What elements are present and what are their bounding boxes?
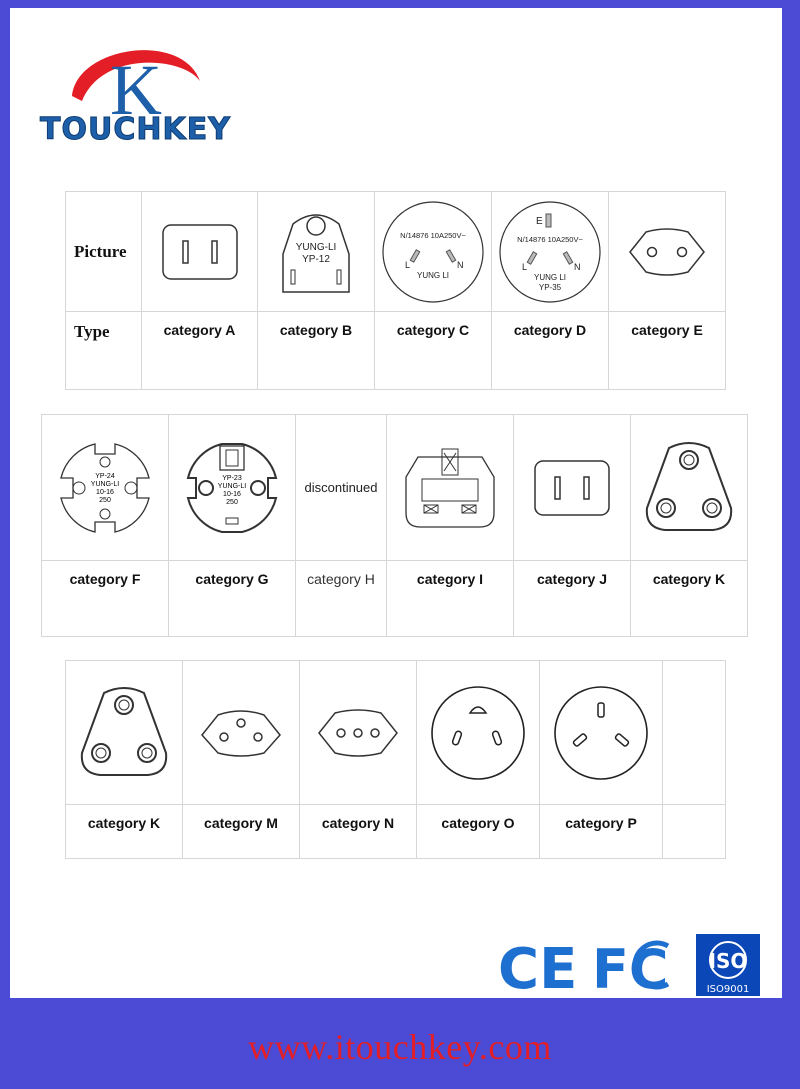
category-label: category N [300, 805, 417, 859]
svg-text:YP-35: YP-35 [538, 282, 562, 292]
category-label: category P [540, 805, 663, 859]
svg-text:YP-12: YP-12 [302, 253, 330, 265]
plug-table-3 [65, 660, 726, 859]
svg-text:YUNG LI: YUNG LI [533, 272, 567, 282]
yungli-yp12-socket-icon [271, 204, 361, 300]
socket-cell-n [300, 661, 417, 805]
category-label: category E [609, 312, 726, 390]
ce-mark-icon [498, 937, 577, 1000]
svg-text:10-16: 10-16 [96, 488, 114, 496]
category-label: category K [66, 805, 183, 859]
svg-text:L: L [405, 259, 411, 270]
svg-text:YP-24: YP-24 [95, 472, 115, 480]
svg-text:250: 250 [99, 496, 111, 504]
category-label: category K [631, 561, 748, 637]
category-label: category G [169, 561, 296, 637]
svg-text:250: 250 [226, 498, 238, 506]
round-three-flat-socket-icon [551, 683, 651, 783]
category-label: category D [492, 312, 609, 390]
svg-text:YP-23: YP-23 [222, 474, 242, 482]
brand-name: TOUCHKEY [40, 112, 231, 147]
two-round-pin-oval-icon [622, 222, 712, 282]
certification-logos [496, 930, 766, 1000]
two-flat-pin-socket-icon [155, 217, 245, 287]
svg-text:N: N [574, 261, 581, 272]
round-three-slot-socket-icon [428, 683, 528, 783]
bs-fused-socket-icon [400, 443, 500, 533]
iso-badge-icon [696, 934, 760, 996]
category-label: category O [417, 805, 540, 859]
socket-cell-j [514, 415, 631, 561]
svg-text:N/14876 10A250V~: N/14876 10A250V~ [517, 234, 583, 244]
website-url[interactable]: www.itouchkey.com [248, 1027, 552, 1067]
category-label: category B [258, 312, 375, 390]
svg-text:CE: CE [498, 937, 578, 1000]
svg-text:E: E [536, 215, 543, 227]
socket-cell-f [42, 415, 169, 561]
socket-cell-m [183, 661, 300, 805]
socket-cell-c [375, 192, 492, 312]
socket-cell-e [609, 192, 726, 312]
socket-cell-a [142, 192, 258, 312]
plug-table-1 [65, 191, 726, 390]
svg-text:YUNG-LI: YUNG-LI [217, 482, 247, 490]
svg-text:YUNG LI: YUNG LI [416, 270, 450, 280]
svg-text:ISO9001: ISO9001 [706, 984, 750, 995]
svg-text:FC: FC [592, 938, 669, 1000]
socket-cell-g [169, 415, 296, 561]
svg-text:L: L [522, 261, 528, 272]
socket-cell-i [387, 415, 514, 561]
three-round-pin-triangle-icon [74, 683, 174, 783]
socket-cell-p [540, 661, 663, 805]
two-flat-pin-socket-icon [527, 453, 617, 523]
round-ln-socket-icon [379, 198, 487, 306]
socket-cell-k2 [66, 661, 183, 805]
category-label: category F [42, 561, 169, 637]
category-label: category C [375, 312, 492, 390]
three-round-pin-triangle-icon [639, 438, 739, 538]
category-label: category J [514, 561, 631, 637]
socket-cell-b [258, 192, 375, 312]
svg-text:N/14876 10A250V~: N/14876 10A250V~ [400, 230, 466, 240]
fcc-mark-icon [592, 938, 669, 1000]
svg-text:ISO: ISO [708, 949, 748, 973]
category-label: category A [142, 312, 258, 390]
empty-cell [663, 661, 726, 805]
schuko-yp24-socket-icon [55, 438, 155, 538]
svg-text:K: K [110, 50, 162, 130]
row-header-picture: Picture [66, 192, 142, 312]
round-eln-socket-icon [496, 198, 604, 306]
svg-text:YUNG-LI: YUNG-LI [295, 241, 337, 253]
svg-text:N: N [457, 259, 464, 270]
socket-cell-d [492, 192, 609, 312]
row-header-type: Type [66, 312, 142, 390]
socket-cell-k [631, 415, 748, 561]
category-label: category M [183, 805, 300, 859]
socket-cell-o [417, 661, 540, 805]
schuko-yp23-socket-icon [182, 438, 282, 538]
svg-text:YUNG-LI: YUNG-LI [90, 480, 120, 488]
catalog-sheet [10, 8, 782, 998]
three-pin-oval-top-icon [196, 703, 286, 763]
discontinued-note: discontinued [296, 415, 387, 561]
category-label: category I [387, 561, 514, 637]
plug-table-2 [41, 414, 748, 637]
svg-text:10-16: 10-16 [223, 490, 241, 498]
category-label [663, 805, 726, 859]
three-pin-oval-inline-icon [313, 703, 403, 763]
category-label: category H [296, 561, 387, 637]
